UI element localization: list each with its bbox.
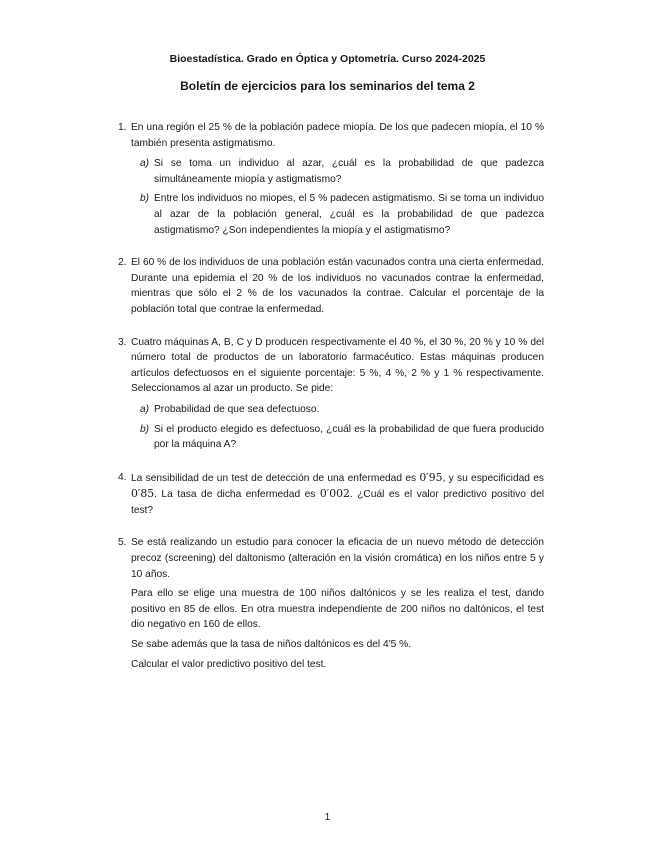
subitem-letter: b) xyxy=(140,423,150,435)
subitem-text: Si el producto elegido es defectuoso, ¿cuál es la probabilidad de que fuera producido por la máquina A? xyxy=(154,423,544,451)
subitem-text: Entre los individuos no miopes, el 5 % padecen astigmatismo. Si se toma un individuo al azar de la población general, ¿cuál es la probabilidad de que padezca astigmatismo? ¿Son independientes la miopía y el astigmatismo? xyxy=(154,193,544,236)
exercise-text xyxy=(131,470,544,519)
text-segment: , y su especificidad es xyxy=(442,472,545,484)
exercise-text: Para ello se elige una muestra de 100 niños daltónicos y se les realiza el test, dando positivo en 85 de ellos. En otra muestra independiente de 200 niños no daltónicos, el test dio negativo en 160 de ellos. xyxy=(131,588,544,631)
subitem-b xyxy=(131,422,544,453)
exercise-5 xyxy=(118,535,544,672)
exercise-4 xyxy=(118,470,544,519)
text-segment: . La tasa de dicha enfermedad es xyxy=(154,489,320,501)
subitem-letter: b) xyxy=(140,193,150,205)
exercise-text: El 60 % de los individuos de una población están vacunados contra una cierta enfermedad. Durante una epidemia el 20 % de los individuos no vacunados contrae la enfermedad, mientras que sólo el 2 % de los vacunados la contrae. Calcular el porcentaje de la población total que contrae la enfermedad. xyxy=(131,257,544,315)
subitem-text: Probabilidad de que sea defectuoso. xyxy=(154,403,320,415)
text-segment: . ¿Cuál es el valor predictivo positivo del test? xyxy=(131,489,544,516)
page-number: 1 xyxy=(324,812,331,823)
exercise-number: 3. xyxy=(118,336,127,348)
exercise-text: Se está realizando un estudio para conocer la eficacia de un nuevo método de detección precoz (screening) del daltonismo (alteración en la visión cromática) en los niños entre 5 y 10 años. xyxy=(131,537,544,580)
subitem-b xyxy=(131,191,544,238)
exercise-number: 5. xyxy=(118,537,127,549)
prevalence-value: 0′002 xyxy=(319,487,350,501)
subitem-a xyxy=(131,156,544,187)
exercise-text: Se sabe además que la tasa de niños daltónicos es del 4'5 %. xyxy=(131,639,412,651)
exercise-text: En una región el 25 % de la población padece miopía. De los que padecen miopía, el 10 % también presenta astigmatismo. xyxy=(131,122,544,149)
specificity-value: 0′85 xyxy=(131,487,155,501)
text-segment: La sensibilidad de un test de detección de una enfermedad es xyxy=(131,472,420,484)
exercise-2 xyxy=(118,255,544,317)
exercise-3 xyxy=(118,335,544,453)
exercise-1 xyxy=(118,120,544,238)
exercise-text: Calcular el valor predictivo positivo del test. xyxy=(131,658,327,670)
subitem-text: Si se toma un individuo al azar, ¿cuál es la probabilidad de que padezca simultáneamente miopía y astigmatismo? xyxy=(154,158,544,185)
exercise-text: Cuatro máquinas A, B, C y D producen respectivamente el 40 %, el 30 %, 20 % y 10 % del número total de productos de un laboratorio farmacéutico. Estas máquinas producen artículos defectuosos en el siguiente porcentaje: 5 %, 4 %, 2 % y 1 % respectivamente. Seleccionamos al azar un producto. Se pide: xyxy=(131,336,544,395)
exercise-number: 2. xyxy=(118,257,127,269)
exercise-number: 1. xyxy=(118,122,127,133)
subitem-letter: a) xyxy=(140,403,150,415)
sensitivity-value: 0′95 xyxy=(419,470,443,484)
subitem-list xyxy=(131,156,544,238)
document-title: Boletín de ejercicios para los seminarios del tema 2 xyxy=(180,79,475,93)
subitem-letter: a) xyxy=(140,158,150,170)
subitem-list xyxy=(131,402,544,453)
exercise-list xyxy=(118,120,544,689)
exercise-number: 4. xyxy=(118,471,127,483)
course-header: Bioestadística. Grado en Óptica y Optometría. Curso 2024-2025 xyxy=(169,53,486,65)
subitem-a xyxy=(131,402,544,418)
